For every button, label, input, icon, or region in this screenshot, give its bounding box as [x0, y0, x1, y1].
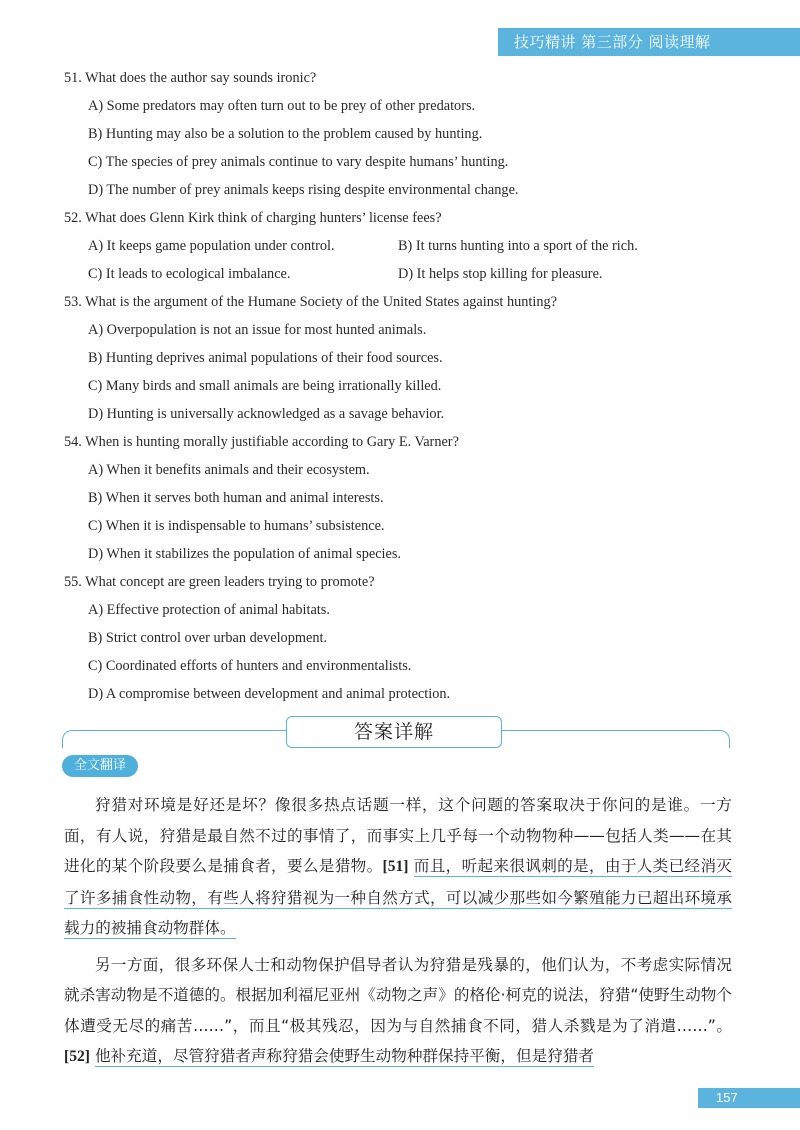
question-ref-51: [51] — [382, 858, 409, 875]
option-c: C) Coordinated efforts of hunters and environmentalists. — [88, 658, 412, 674]
underlined-answer-text: 他补充道，尽管狩猎者声称狩猎会使野生动物种群保持平衡，但是狩猎者 — [94, 1047, 594, 1065]
question-51 — [64, 64, 764, 204]
option-c: C) The species of prey animals continue to vary despite humans’ hunting. — [88, 154, 509, 170]
translation-text — [64, 790, 732, 1073]
option-a: A) Effective protection of animal habitats. — [88, 602, 330, 618]
option-d: D) It helps stop killing for pleasure. — [398, 266, 603, 282]
option-b: B) It turns hunting into a sport of the rich. — [398, 238, 638, 254]
question-55 — [64, 568, 764, 708]
question-stem: 54. When is hunting morally justifiable according to Gary E. Varner? — [64, 434, 459, 450]
question-52 — [64, 204, 764, 288]
option-a: A) Overpopulation is not an issue for most hunted animals. — [88, 322, 427, 338]
option-a: A) When it benefits animals and their ecosystem. — [88, 462, 370, 478]
option-b: B) When it serves both human and animal interests. — [88, 490, 384, 506]
page-number: 157 — [698, 1088, 800, 1108]
option-a: A) It keeps game population under control. — [88, 238, 335, 254]
question-53 — [64, 288, 764, 428]
option-c: C) When it is indispensable to humans’ subsistence. — [88, 518, 385, 534]
question-stem: 53. What is the argument of the Humane Society of the United States against hunting? — [64, 294, 558, 310]
paragraph-text: 狩猎对环境是好还是坏？像很多热点话题一样，这个问题的答案取决于你问的是谁。一方面，有人说，狩猎是最自然不过的事情了，而事实上几乎每一个动物物种——包括人类——在其进化的某个阶段要么是捕食者，要么是猎物。 — [64, 796, 732, 875]
question-ref-52: [52] — [64, 1048, 90, 1065]
question-stem: 51. What does the author say sounds ironic? — [64, 70, 317, 86]
option-b: B) Hunting deprives animal populations of their food sources. — [88, 350, 443, 366]
paragraph — [64, 950, 732, 1073]
option-c: C) It leads to ecological imbalance. — [88, 266, 291, 282]
option-b: B) Hunting may also be a solution to the problem caused by hunting. — [88, 126, 483, 142]
question-stem: 52. What does Glenn Kirk think of charging hunters’ license fees? — [64, 210, 442, 226]
option-c: C) Many birds and small animals are being irrationally killed. — [88, 378, 442, 394]
option-d: D) When it stabilizes the population of animal species. — [88, 546, 401, 562]
answer-section-title: 答案详解 — [286, 716, 502, 748]
question-list — [64, 64, 764, 708]
paragraph-text: 另一方面，很多环保人士和动物保护倡导者认为狩猎是残暴的，他们认为，不考虑实际情况就杀害动物是不道德的。根据加利福尼亚州《动物之声》的格伦·柯克的说法，狩猎“使野生动物个体遭受无尽的痛苦……”，而且“极其残忍，因为与自然捕食不同，猎人杀戮是为了消遣……”。 — [64, 955, 732, 1035]
option-d: D) Hunting is universally acknowledged as a savage behavior. — [88, 406, 445, 422]
option-d: D) A compromise between development and animal protection. — [88, 686, 451, 702]
paragraph — [64, 790, 732, 944]
option-b: B) Strict control over urban development. — [88, 630, 328, 646]
question-54 — [64, 428, 764, 568]
translation-badge: 全文翻译 — [62, 755, 138, 777]
option-d: D) The number of prey animals keeps rising despite environmental change. — [88, 182, 519, 198]
question-stem: 55. What concept are green leaders trying to promote? — [64, 574, 375, 590]
underlined-answer-text: 而且，听起来很讽刺的是，由于人类已经消灭了许多捕食性动物，有些人将狩猎视为一种自然方式，可以减少那些如今繁殖能力已超出环境承载力的被捕食动物群体。 — [64, 857, 732, 937]
section-header-tab: 技巧精讲 第三部分 阅读理解 — [498, 28, 800, 56]
option-a: A) Some predators may often turn out to be prey of other predators. — [88, 98, 476, 114]
